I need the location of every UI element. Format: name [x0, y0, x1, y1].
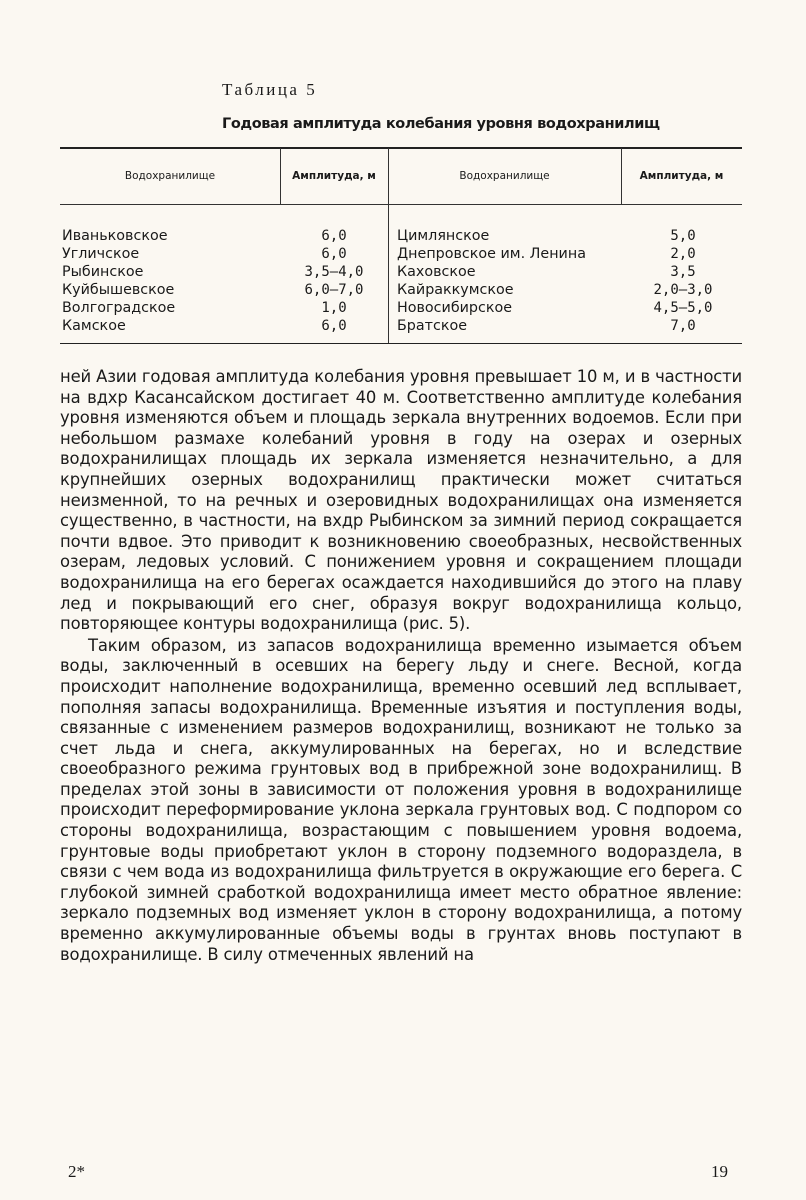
- table-cell: Волгоградское: [62, 300, 176, 316]
- table-cell: Цимлянское: [397, 228, 490, 244]
- table-cell: 7,0: [670, 318, 696, 334]
- table-cell: 6,0: [321, 246, 347, 262]
- table-cell: 6,0—7,0: [304, 282, 364, 298]
- table-cell: Угличское: [62, 246, 140, 262]
- table-cell: 3,5: [670, 264, 696, 280]
- right-amplitude-values: [624, 227, 742, 335]
- table-title: Годовая амплитуда колебания уровня водохранилищ: [222, 116, 660, 132]
- table-cell: 2,0: [670, 246, 696, 262]
- table-cell: 5,0: [670, 228, 696, 244]
- signature-mark: 2*: [68, 1162, 85, 1181]
- body-text: [60, 367, 742, 965]
- table-cell: Куйбышевское: [62, 282, 175, 298]
- table-cell: Иваньковское: [62, 228, 168, 244]
- table-cell: Днепровское им. Ленина: [397, 246, 586, 262]
- table-label: Таблица 5: [222, 80, 318, 99]
- header-reservoir-left: Водохранилище: [124, 170, 216, 182]
- table-header-rule: [60, 204, 742, 205]
- page-number: 19: [711, 1162, 728, 1181]
- table-cell: 6,0: [321, 228, 347, 244]
- table-cell: Кайраккумское: [397, 282, 514, 298]
- table-top-rule: [60, 147, 742, 149]
- paragraph-1: ней Азии годовая амплитуда колебания уровня превышает 10 м, и в частности на вдхр Касансайском достигает 40 м. Соответственно амплитуде колебания уровня изменяются объем и площадь зеркала внутренних водоемов. Если при небольшом размахе колебаний уровня в году на озерах и озерных водохранилищах площадь их зеркала изменяется незначительно, а для крупнейших озерных водохранилищ практически может считаться неизменной, то на речных и озеровидных водохранилищах она изменяется существенно, в частности, на вхдр Рыбинском за зимний период сокращается почти вдвое. Это приводит к возникновению своеобразных, несвойственных озерам, ледовых условий. С понижением уровня и сокращением площади водохранилища на его берегах осаждается находившийся до этого на плаву лед и покрывающий его снег, образуя вокруг водохранилища кольцо, повторяющее контуры водохранилища (рис. 5).: [60, 367, 742, 634]
- table-cell: Рыбинское: [62, 264, 144, 280]
- table-cell: 6,0: [321, 318, 347, 334]
- header-amplitude-right: Амплитуда, м: [639, 170, 724, 182]
- left-reservoir-names: [62, 227, 277, 335]
- header-reservoir-right: Водохранилище: [459, 170, 550, 182]
- header-amplitude-left: Амплитуда, м: [292, 170, 376, 182]
- left-amplitude-values: [282, 227, 386, 335]
- table-cell: 4,5—5,0: [653, 300, 713, 316]
- table-cell: Камское: [62, 318, 126, 334]
- table-cell: Братское: [397, 318, 468, 334]
- table-cell: 1,0: [321, 300, 347, 316]
- table-bottom-rule: [60, 343, 742, 344]
- table-cell: 3,5—4,0: [304, 264, 364, 280]
- table-cell: 2,0—3,0: [653, 282, 713, 298]
- table-cell: Каховское: [397, 264, 476, 280]
- right-reservoir-names: [397, 227, 619, 335]
- table-cell: Новосибирское: [397, 300, 513, 316]
- paragraph-2: Таким образом, из запасов водохранилища временно изымается объем воды, заключенный в осевших на берегу льду и снеге. Весной, когда происходит наполнение водохранилища, временно осевший лед всплывает, пополняя запасы водохранилища. Временные изъятия и поступления воды, связанные с изменением размеров водохранилищ, возникают не только за счет льда и снега, аккумулированных на берегах, но и вследствие своеобразного режима грунтовых вод в прибрежной зоне водохранилищ. В пределах этой зоны в зависимости от положения уровня в водохранилище происходит переформирование уклона зеркала грунтовых вод. С подпором со стороны водохранилища, возрастающим с повышением уровня водоема, грунтовые воды приобретают уклон в сторону подземного водораздела, в связи с чем вода из водохранилища фильтруется в окружающие его берега. С глубокой зимней сработкой водохранилища имеет место обратное явление: зеркало подземных вод изменяет уклон в сторону водохранилища, а потому временно аккумулированные объемы воды в грунтах вновь поступают в водохранилище. В силу отмеченных явлений на: [60, 635, 742, 964]
